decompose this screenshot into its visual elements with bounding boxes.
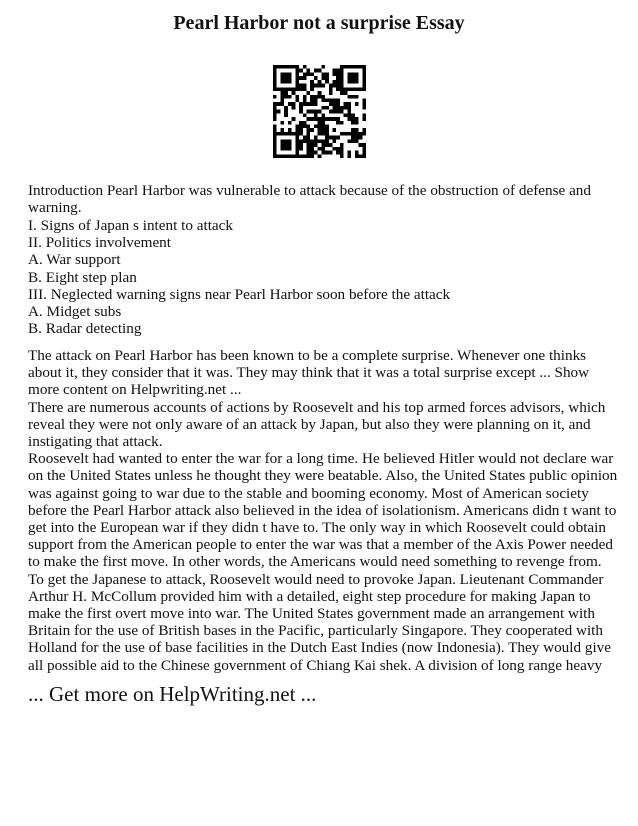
outline-item: B. Radar detecting (28, 320, 142, 338)
paragraph: The attack on Pearl Harbor has been known to be a complete surprise. Whenever one thinks about it, they consider that it was. They may think that it was a total surprise except ... Show more content on Helpwriting.net ... (28, 347, 590, 399)
document-title: Pearl Harbor not a surprise Essay (173, 12, 465, 34)
outline-item: I. Signs of Japan s intent to attack (28, 217, 233, 234)
qr-code-icon[interactable] (273, 65, 366, 158)
outline-item: A. Midget subs (28, 303, 122, 321)
paragraph: Roosevelt had wanted to enter the war for a long time. He believed Hitler would not declare war on the United States unless he thought they were beatable. Also, the United States public opinion was against going to war due to the stable and booming economy. Most of American society before the Pearl Harbor attack also believed in the idea of isolationism. Americans didn t want to get into the European war if they didn t have to. The only way in which Roosevelt could obtain support from the American people to enter the war was that a member of the Axis Power needed to make the first move. In other words, the Americans would need something to revenge from. (28, 450, 618, 571)
outline-item: II. Politics involvement (28, 234, 171, 252)
introduction: Introduction Pearl Harbor was vulnerable to attack because of the obstruction of defense and warning. (28, 182, 591, 217)
get-more-link[interactable]: ... Get more on HelpWriting.net ... (28, 682, 317, 706)
paragraph: To get the Japanese to attack, Roosevelt would need to provoke Japan. Lieutenant Commander Arthur H. McCollum provided him with a detailed, eight step procedure for making Japan to make the first overt move into war. The United States government made an arrangement with Britain for the use of British bases in the Pacific, particularly Singapore. They cooperated with Holland for the use of base facilities in the Dutch East Indies (now Indonesia). They would give all possible aid to the Chinese government of Chiang Kai shek. A division of long range heavy (28, 570, 612, 674)
outline-item: B. Eight step plan (28, 268, 137, 286)
essay-body (28, 347, 618, 674)
outline-item: III. Neglected warning signs near Pearl Harbor soon before the attack (28, 285, 451, 303)
outline-list (28, 217, 618, 337)
outline-item: A. War support (28, 251, 121, 269)
paragraph: There are numerous accounts of actions by Roosevelt and his top armed forces advisors, which reveal they were not only aware of an attack by Japan, but also they were planning on it, and instigating that attack. (28, 398, 606, 451)
